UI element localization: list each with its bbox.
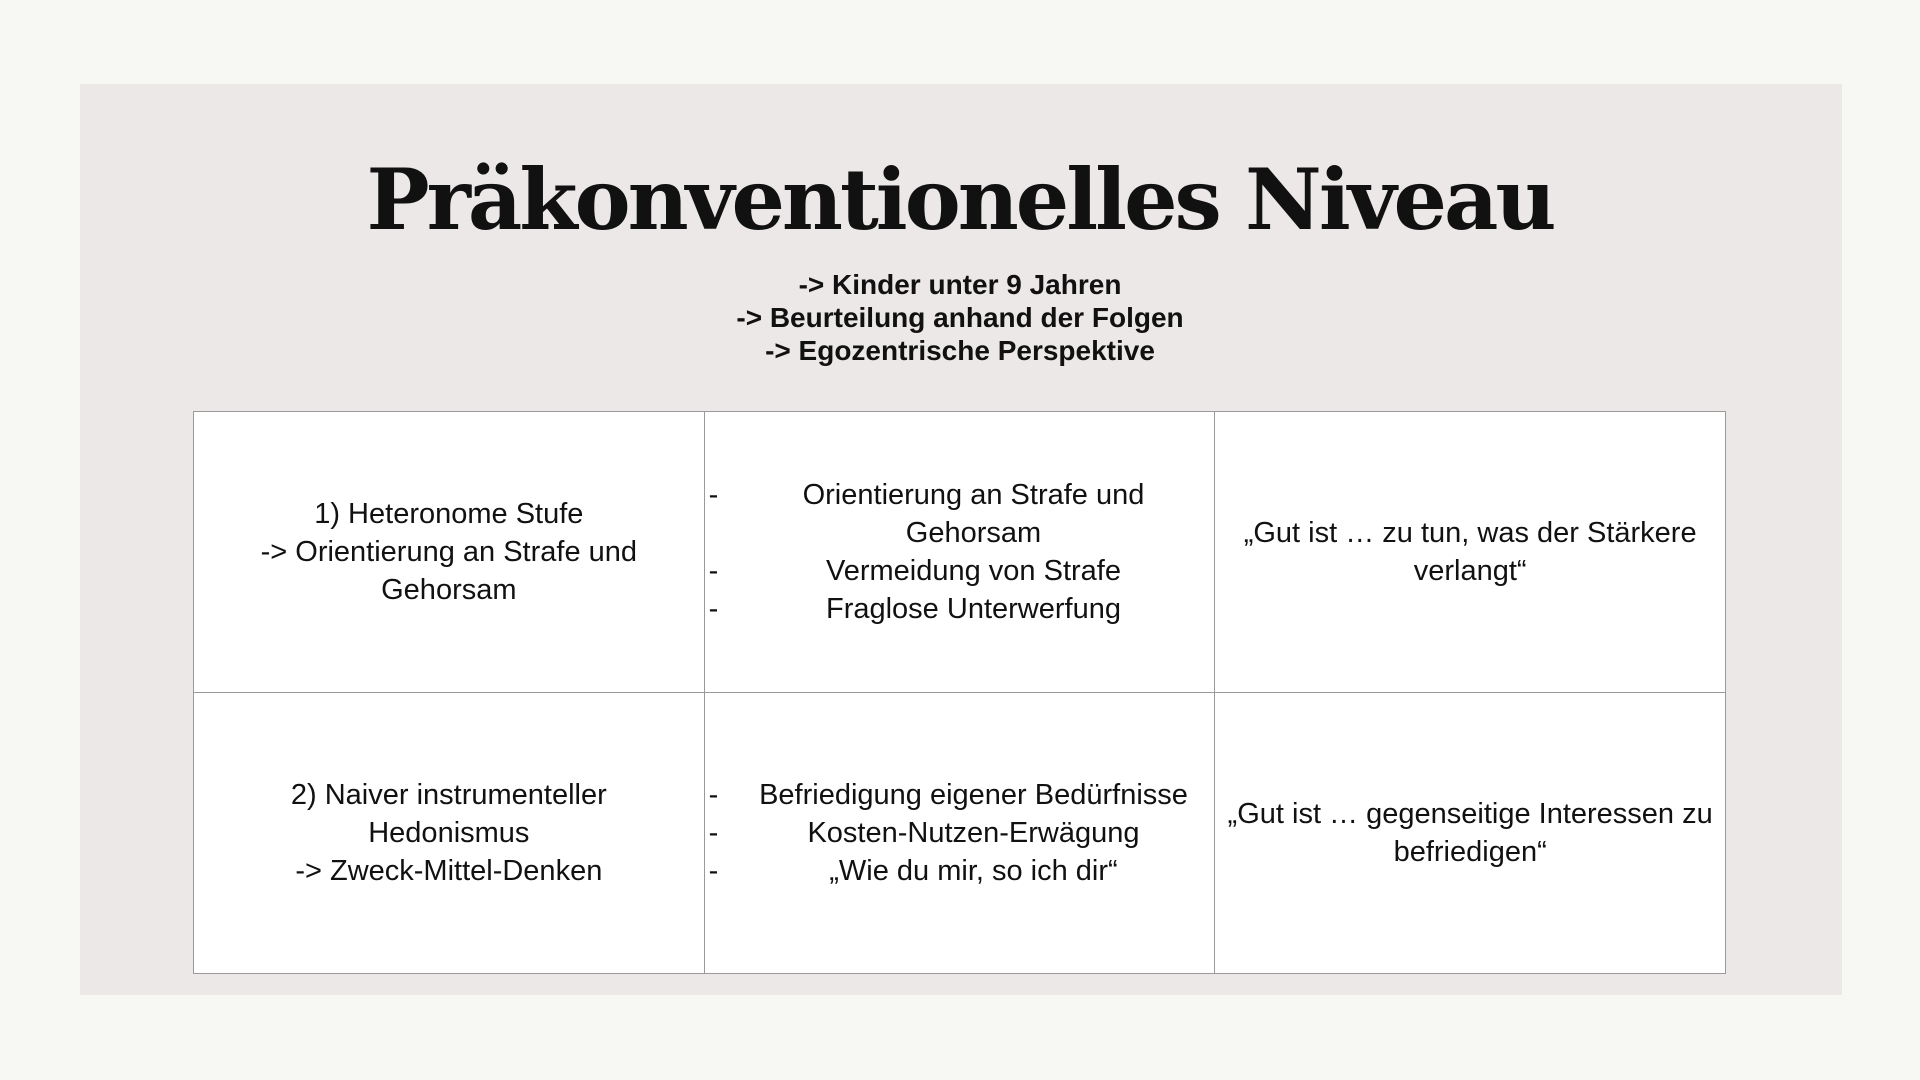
table-row [194, 412, 1726, 693]
trait-text: „Wie du mir, so ich dir“ [829, 855, 1118, 887]
quote-cell: „Gut ist … gegenseitige Interessen zu befriedigen“ [1215, 693, 1726, 974]
dash-bullet: - [708, 779, 719, 811]
stage-line: -> Orientierung an Strafe und [260, 536, 638, 568]
stage-cell [194, 412, 705, 693]
subtitle-line: -> Egozentrische Perspektive [765, 335, 1155, 366]
trait-text: Kosten-Nutzen-Erwägung [807, 817, 1140, 849]
list-item [708, 476, 1209, 552]
dash-bullet: - [708, 555, 719, 587]
trait-text: Orientierung an Strafe und Gehorsam [802, 479, 1145, 549]
dash-bullet: - [708, 593, 719, 625]
stage-cell [194, 693, 705, 974]
dash-bullet: - [708, 479, 719, 511]
stage-line: 1) Heteronome Stufe [314, 498, 584, 530]
trait-text: Befriedigung eigener Bedürfnisse [759, 779, 1188, 811]
trait-text: Vermeidung von Strafe [825, 555, 1121, 587]
traits-cell [704, 693, 1215, 974]
table-row [194, 693, 1726, 974]
traits-list [708, 776, 1209, 890]
trait-text: Fraglose Unterwerfung [825, 593, 1121, 625]
stages-table [193, 411, 1726, 974]
list-item [708, 776, 1209, 814]
dash-bullet: - [708, 817, 719, 849]
list-item [708, 852, 1209, 890]
quote-cell: „Gut ist … zu tun, was der Stärkere verlangt“ [1215, 412, 1726, 693]
subtitle-line: -> Kinder unter 9 Jahren [798, 269, 1122, 300]
stage-line: Hedonismus [368, 817, 530, 849]
traits-cell [704, 412, 1215, 693]
slide-title: Präkonventionelles Niveau [366, 150, 1554, 249]
stage-line: 2) Naiver instrumenteller [290, 779, 607, 811]
subtitle-block [0, 268, 1920, 367]
dash-bullet: - [708, 855, 719, 887]
stage-line: -> Zweck-Mittel-Denken [295, 855, 603, 887]
list-item [708, 552, 1209, 590]
stage-line: Gehorsam [381, 574, 517, 606]
list-item [708, 814, 1209, 852]
traits-list [708, 476, 1209, 628]
subtitle-line: -> Beurteilung anhand der Folgen [736, 302, 1184, 333]
list-item [708, 590, 1209, 628]
